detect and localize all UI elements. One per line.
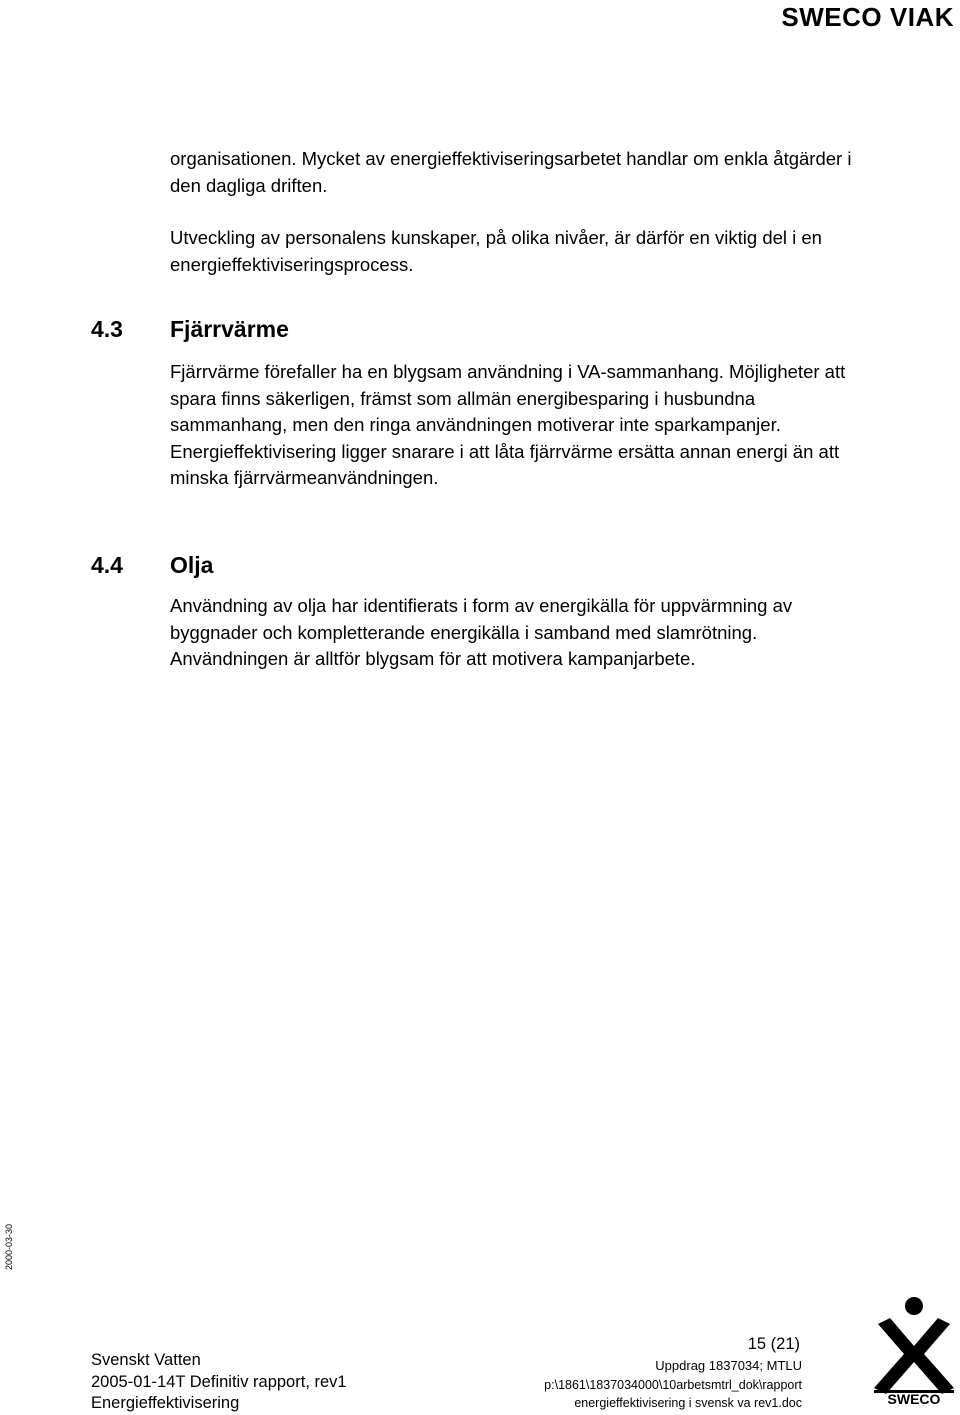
section-title: Fjärrvärme — [170, 316, 289, 342]
footer-right — [544, 1357, 802, 1413]
footer-assignment: Uppdrag 1837034; MTLU — [655, 1358, 802, 1373]
page-number: 15 (21) — [747, 1335, 800, 1353]
footer-status: 2005-01-14T Definitiv rapport, rev1 — [91, 1372, 347, 1391]
footer-client: Svenskt Vatten — [91, 1351, 201, 1369]
section-number: 4.3 — [91, 316, 123, 342]
section-title: Olja — [170, 552, 214, 578]
sweco-logo-icon — [872, 1294, 956, 1406]
brand-logo-text: SWECO VIAK — [781, 2, 954, 32]
logo-wordmark: SWECO — [887, 1391, 941, 1406]
footer-path: p:\1861\1837034000\10arbetsmtrl_dok\rapport — [544, 1377, 802, 1392]
footer-filename: energieffektivisering i svensk va rev1.doc — [574, 1396, 802, 1410]
paragraph-intro: organisationen. Mycket av energieffektiviseringsarbetet handlar om enkla åtgärder i den dagliga driften. — [170, 148, 852, 196]
paragraph-olja: Användning av olja har identifierats i form av energikälla för uppvärmning av byggnader och kompletterande energikälla i samband med slamrötning. Användningen är alltför blygsam för att motivera kampanjarbete. — [170, 595, 793, 669]
paragraph-development: Utveckling av personalens kunskaper, på olika nivåer, är därför en viktig del i en energieffektiviseringsprocess. — [170, 227, 822, 275]
template-date: 2000-03-30 — [4, 1223, 15, 1271]
section-number: 4.4 — [91, 552, 123, 578]
paragraph-fjarrvarme: Fjärrvärme förefaller ha en blygsam användning i VA-sammanhang. Möjligheter att spara finns säkerligen, främst som allmän energibesparing i husbundna sammanhang, men den ringa användningen motiverar inte sparkampanjer. Energieffektivisering ligger snarare i att låta fjärrvärme ersätta annan energi än att minska fjärrvärmeanvändningen. — [170, 361, 846, 488]
footer-left — [91, 1350, 347, 1415]
footer-subject: Energieffektivisering — [91, 1394, 240, 1412]
